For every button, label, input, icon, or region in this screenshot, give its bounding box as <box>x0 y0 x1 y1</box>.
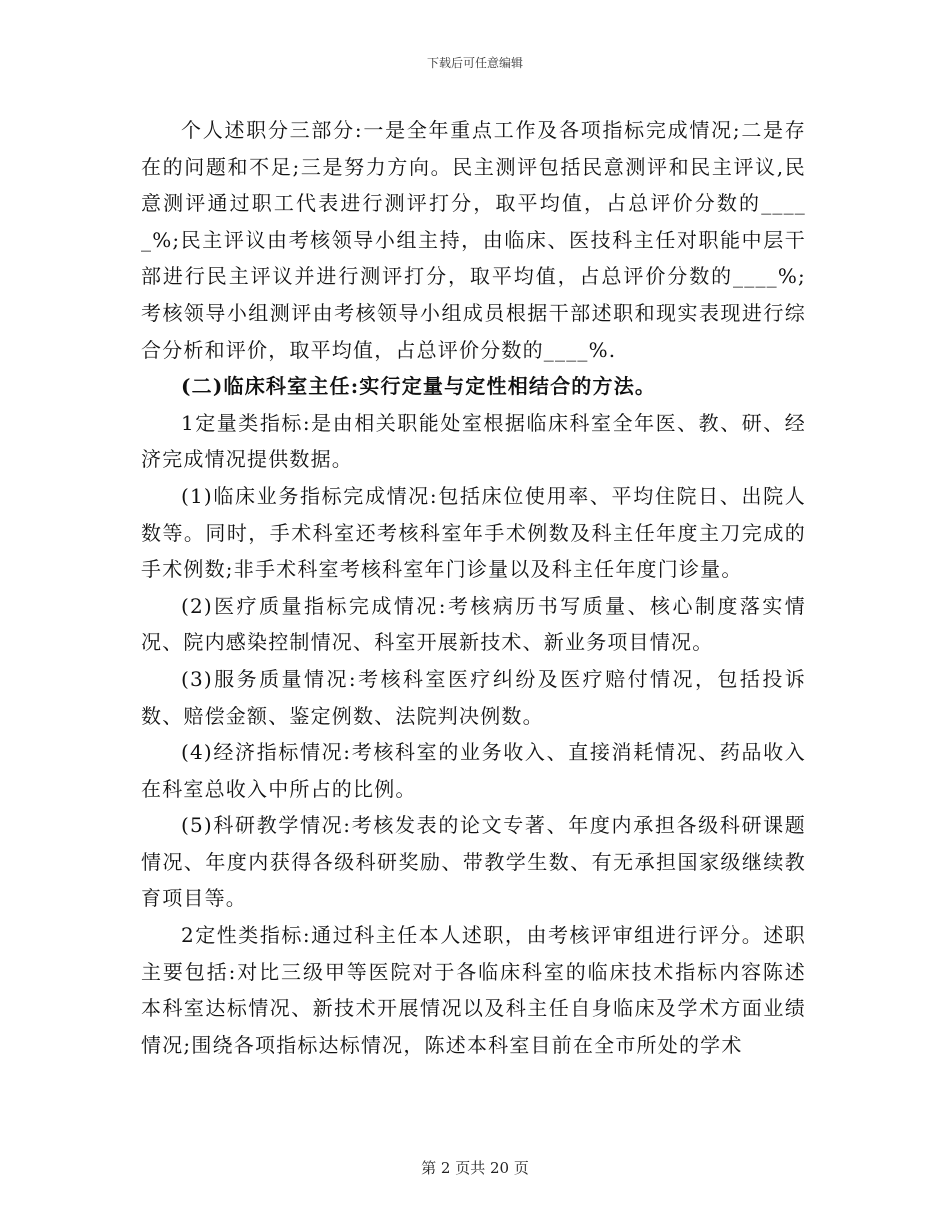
paragraph-qualitative-indicators: 2定性类指标:通过科主任本人述职，由考核评审组进行评分。述职主要包括:对比三级甲等医院对于各临床科室的临床技术指标内容陈述本科室达标情况、新技术开展情况以及科主任自身临床及学术方面业绩情况;围绕各项指标达标情况，陈述本科室目前在全市所处的学术 <box>141 923 806 1057</box>
paragraph-medical-quality: (2)医疗质量指标完成情况:考核病历书写质量、核心制度落实情况、院内感染控制情况、科室开展新技术、新业务项目情况。 <box>141 593 806 655</box>
paragraph-quantitative-indicators: 1定量类指标:是由相关职能处室根据临床科室全年医、教、研、经济完成情况提供数据。 <box>141 410 806 472</box>
page-header: 下载后可任意编辑 <box>426 56 523 70</box>
page-footer: 第 2 页共 20 页 <box>421 1159 529 1177</box>
paragraph-economic-indicators: (4)经济指标情况:考核科室的业务收入、直接消耗情况、药品收入在科室总收入中所占的比例。 <box>141 740 806 801</box>
paragraph-clinical-business: (1)临床业务指标完成情况:包括床位使用率、平均住院日、出院人数等。同时，手术科室还考核科室年手术例数及科主任年度主刀完成的手术例数;非手术科室考核科室年门诊量以及科主任年度门诊量。 <box>141 483 806 582</box>
paragraph-service-quality: (3)服务质量情况:考核科室医疗纠纷及医疗赔付情况，包括投诉数、赔偿金额、鉴定例数、法院判决例数。 <box>141 666 806 728</box>
section-heading-clinical-director: (二)临床科室主任:实行定量与定性相结合的方法。 <box>181 374 657 399</box>
paragraph-personal-report: 个人述职分三部分:一是全年重点工作及各项指标完成情况;二是存在的问题和不足;三是努力方向。民主测评包括民意测评和民主评议,民意测评通过职工代表进行测评打分，取平均值，占总评价分数的_____%;民主评议由考核领导小组主持，由临床、医技科主任对职能中层干部进行民主评议并进行测评打分，取平均值，占总评价分数的____%;考核领导小组测评由考核领导小组成员根据干部述职和现实表现进行综合分析和评价，取平均值，占总评价分数的____%. <box>141 118 806 362</box>
document-body <box>141 112 806 1063</box>
paragraph-research-teaching: (5)科研教学情况:考核发表的论文专著、年度内承担各级科研课题情况、年度内获得各级科研奖励、带教学生数、有无承担国家级继续教育项目等。 <box>141 813 806 911</box>
